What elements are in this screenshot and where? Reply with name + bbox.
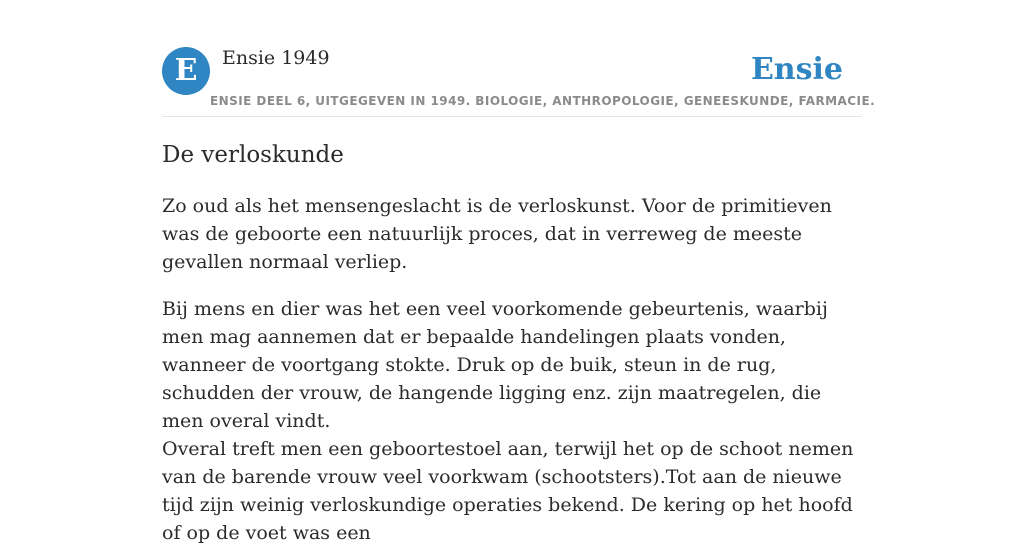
book-title[interactable]: Ensie 1949 [222,47,330,69]
page [162,0,876,544]
ensie-logo-icon[interactable]: E [162,47,210,95]
article-paragraph-2: Bij mens en dier was het een veel voorkomende gebeurtenis, waarbij men mag aannemen dat er bepaalde handelingen plaats vonden, wanneer de voortgang stokte. Druk op de buik, steun in de rug, schudden der vrouw, de hangende ligging enz. zijn maatregelen, die men overal vindt. [162,298,828,432]
site-header [162,0,876,117]
article-title: De verloskunde [162,142,344,168]
brand-link[interactable]: Ensie [750,52,843,87]
article-paragraph-3: Overal treft men een geboortestoel aan, terwijl het op de schoot nemen van de barende vrouw veel voorkwam (schootsters).Tot aan de nieuwe tijd zijn weinig verloskundige operaties bekend. De kering op het hoofd of op de voet was een [162,438,854,544]
article-paragraph-1: Zo oud als het mensengeslacht is de verloskunst. Voor de primitieven was de geboorte een natuurlijk proces, dat in verreweg de meeste gevallen normaal verliep. [162,195,832,273]
book-subtitle: ENSIE DEEL 6, UITGEGEVEN IN 1949. BIOLOGIE, ANTHROPOLOGIE, GENEESKUNDE, FARMACIE. [210,94,876,108]
